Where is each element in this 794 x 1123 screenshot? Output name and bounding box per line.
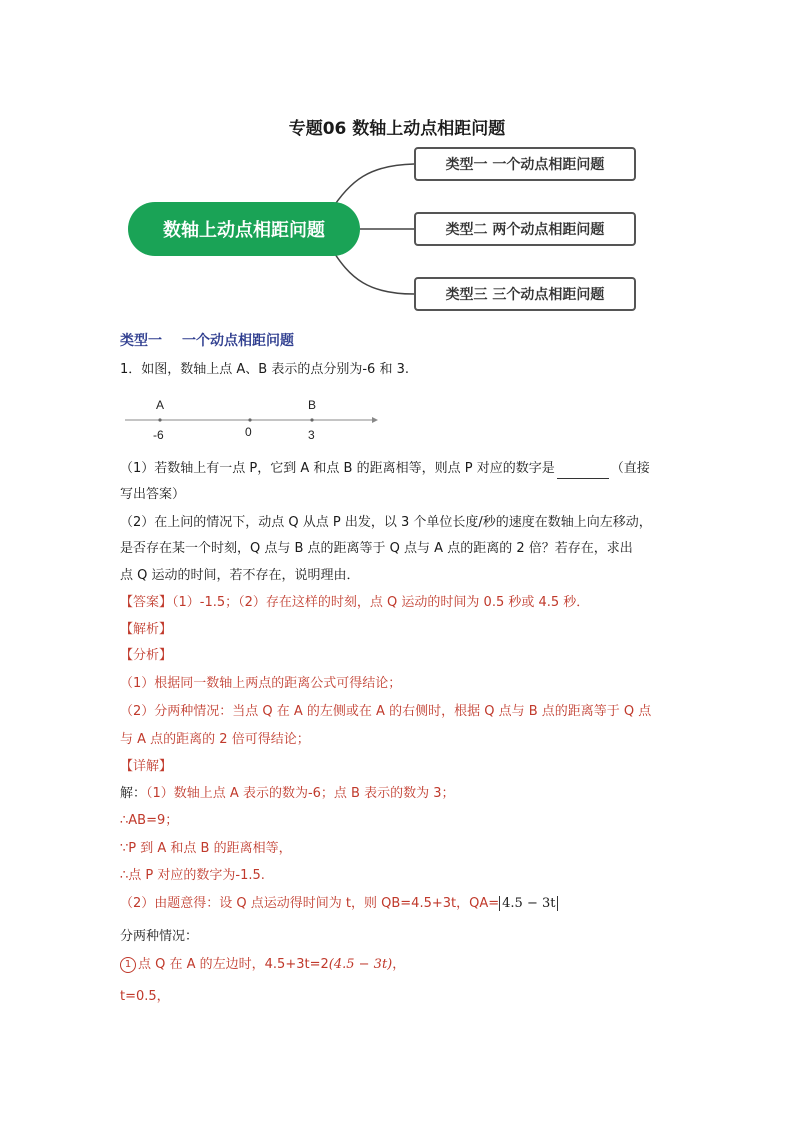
mind-map-central-node: 数轴上动点相距问题 — [128, 202, 360, 256]
tick-label-0: 0 — [245, 425, 252, 439]
solution-line5 — [120, 894, 558, 914]
point-a-label: A — [156, 398, 165, 412]
point-b-label: B — [308, 398, 317, 412]
part1-text-end: （直接 — [610, 461, 650, 476]
answer-tag: 【答案】 — [120, 595, 173, 610]
mind-map-branch-type2: 类型二 两个动点相距问题 — [414, 212, 636, 246]
answer-blank — [557, 464, 609, 479]
solution-line8: t=0.5， — [120, 989, 170, 1004]
mind-map-connectors — [0, 0, 794, 330]
solution-line2: ∴AB=9； — [120, 813, 179, 828]
mind-map — [0, 0, 794, 330]
solution-line7 — [120, 955, 405, 975]
answer-text: （1）-1.5；（2）存在这样的时刻，点 Q 运动的时间为 0.5 秒或 4.5 秒． — [172, 595, 590, 610]
section-heading — [120, 330, 294, 350]
page-title: 专题06 数轴上动点相距问题 — [288, 119, 506, 139]
answer-line — [120, 593, 589, 613]
xiangjie-tag: 【详解】 — [120, 759, 173, 774]
tick-label-3: 3 — [308, 428, 315, 442]
paren-expression: (4.5 − 3t) — [328, 957, 393, 972]
jiexi-tag: 【解析】 — [120, 622, 173, 637]
abs-value-expression: 4.5 − 3t — [499, 896, 558, 911]
solution-line3: ∵P 到 A 和点 B 的距离相等， — [120, 841, 292, 856]
question-part2-line2: 是否存在某一个时刻，Q 点与 B 点的距离等于 Q 点与 A 点的距离的 2 倍？若存在，求出 — [120, 541, 633, 556]
section-title: 一个动点相距问题 — [182, 333, 294, 349]
solution-line1 — [120, 784, 455, 804]
solution-line6: 分两种情况： — [120, 929, 199, 944]
question-part1-cont: 写出答案） — [120, 487, 186, 502]
fenxi-line2: （2）分两种情况：当点 Q 在 A 的左侧或在 A 的右侧时，根据 Q 点与 B 点的距离等于 Q 点 — [120, 704, 652, 719]
circled-number: 1 — [120, 957, 136, 973]
section-label: 类型一 — [120, 333, 162, 349]
fenxi-tag: 【分析】 — [120, 648, 173, 663]
solution-line7-text: 点 Q 在 A 的左边时，4.5+3t=2 — [138, 957, 329, 972]
question-part2-line1: （2）在上问的情况下，动点 Q 从点 P 出发，以 3 个单位长度/秒的速度在数轴上向左移动， — [120, 515, 652, 530]
solution-line7-end: ， — [392, 957, 406, 972]
mind-map-branch-type1: 类型一 一个动点相距问题 — [414, 147, 636, 181]
fenxi-line3: 与 A 点的距离的 2 倍可得结论； — [120, 732, 310, 747]
fenxi-line1: （1）根据同一数轴上两点的距离公式可得结论； — [120, 676, 402, 691]
number-line-figure — [120, 392, 380, 442]
tick-label-neg6: -6 — [153, 428, 164, 442]
mind-map-branch-type3: 类型三 三个动点相距问题 — [414, 277, 636, 311]
solution-prefix: 解： — [120, 786, 147, 801]
solution-line5-text: （2）由题意得：设 Q 点运动得时间为 t，则 QB=4.5+3t，QA= — [120, 896, 500, 911]
question-stem: 1．如图，数轴上点 A、B 表示的点分别为-6 和 3. — [120, 362, 409, 377]
part1-text: （1）若数轴上有一点 P，它到 A 和点 B 的距离相等，则点 P 对应的数字是 — [120, 461, 555, 476]
solution-line1-text: （1）数轴上点 A 表示的数为-6；点 B 表示的数为 3； — [146, 786, 455, 801]
question-part2-line3: 点 Q 运动的时间，若不存在，说明理由． — [120, 568, 360, 583]
solution-line4: ∴点 P 对应的数字为-1.5. — [120, 868, 265, 883]
question-part1 — [120, 459, 650, 479]
